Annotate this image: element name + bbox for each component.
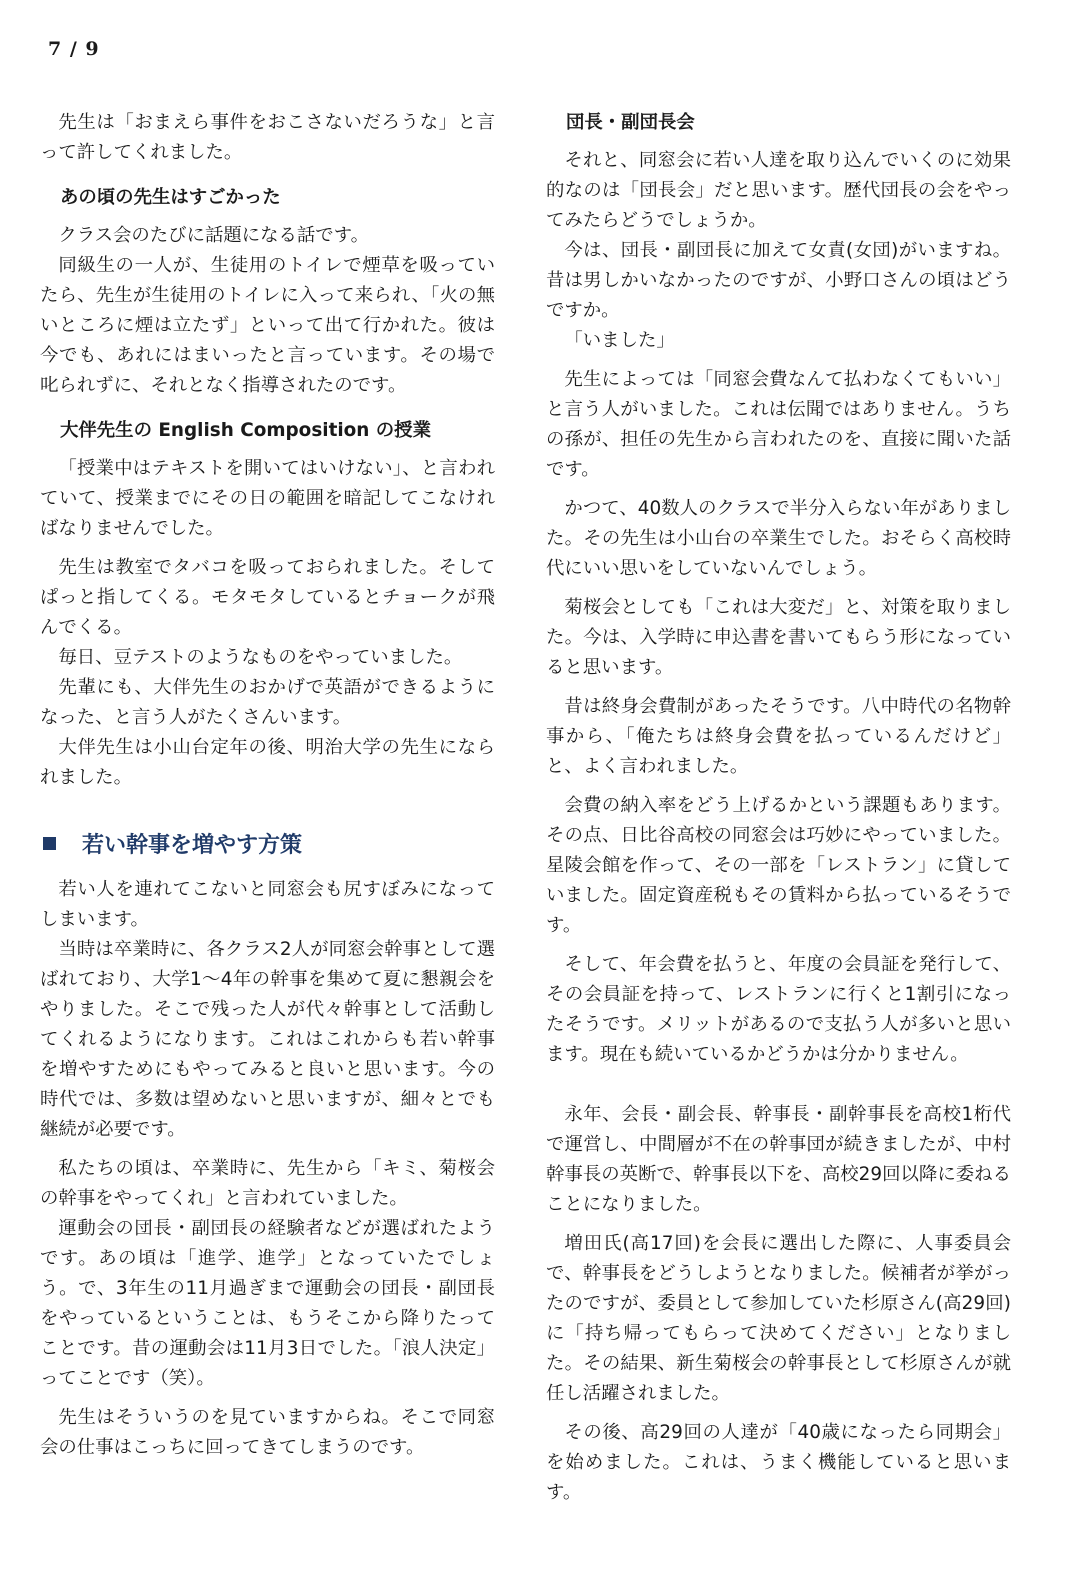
paragraph: 若い人を連れてこないと同窓会も尻すぼみになってしまいます。	[40, 879, 495, 930]
paragraph: 昔は終身会費制があったそうです。八中時代の名物幹事から、「俺たちは終身会費を払っているんだけど」と、よく言われました。	[546, 696, 1011, 777]
paragraph: 大伴先生は小山台定年の後、明治大学の先生になられました。	[40, 737, 495, 788]
paragraph: 先生によっては「同窓会費なんて払わなくてもいい」と言う人がいました。これは伝聞ではありません。うちの孫が、担任の先生から言われたのを、直接に聞いた話です。	[546, 369, 1011, 480]
paragraph: 永年、会長・副会長、幹事長・副幹事長を高校1桁代で運営し、中間層が不在の幹事団が続きましたが、中村幹事長の英断で、幹事長以下を、高校29回以降に委ねることになりました。	[546, 1104, 1011, 1215]
subheading: あの頃の先生はすごかった	[60, 187, 281, 208]
subheading: 大伴先生の English Composition の授業	[60, 420, 431, 441]
paragraph: 先生は教室でタバコを吸っておられました。そしてぱっと指してくる。モタモタしているとチョークが飛んでくる。	[40, 557, 495, 638]
paragraph: 当時は卒業時に、各クラス2人が同窓会幹事として選ばれており、大学1～4年の幹事を集めて夏に懇親会をやりました。そこで残った人が代々幹事として活動してくれるようになります。これはこれからも若い幹事を増やすためにもやってみると良いと思います。今の時代では、多数は望めないと思いますが、細々とでも継続が必要です。	[40, 939, 495, 1140]
section-heading	[40, 823, 495, 863]
paragraph: クラス会のたびに話題になる話です。	[58, 225, 370, 246]
paragraph: 菊桜会としても「これは大変だ」と、対策を取りました。今は、入学時に申込書を書いてもらう形になっていると思います。	[546, 597, 1011, 678]
paragraph: かつて、40数人のクラスで半分入らない年がありました。その先生は小山台の卒業生でした。おそらく高校時代にいい思いをしていないんでしょう。	[546, 498, 1011, 579]
paragraph: 増田氏(高17回)を会長に選出した際に、人事委員会で、幹事長をどうしようとなりました。候補者が挙がったのですが、委員として参加していた杉原さん(高29回)に「持ち帰ってもらって決めてください」となりました。その結果、新生菊桜会の幹事長として杉原さんが就任し活躍されました。	[546, 1233, 1011, 1404]
paragraph: 同級生の一人が、生徒用のトイレで煙草を吸っていたら、先生が生徒用のトイレに入って来られ、「火の無いところに煙は立たず」といって出て行かれた。彼は今でも、あれにはまいったと言っています。その場で叱られずに、それとなく指導されたのです。	[40, 255, 495, 396]
subheading: 団長・副団長会	[566, 112, 695, 133]
paragraph: その後、高29回の人達が「40歳になったら同期会」を始めました。これは、うまく機能していると思います。	[546, 1422, 1011, 1503]
square-bullet-icon	[43, 837, 56, 850]
paragraph: 私たちの頃は、卒業時に、先生から「キミ、菊桜会の幹事をやってくれ」と言われていました。	[40, 1158, 495, 1209]
left-column	[40, 108, 495, 1463]
paragraph: 毎日、豆テストのようなものをやっていました。	[58, 647, 463, 668]
paragraph: そして、年会費を払うと、年度の会員証を発行して、その会員証を持って、レストランに行くと1割引になったそうです。メリットがあるので支払う人が多いと思います。現在も続いているかどうかは分かりません。	[546, 954, 1011, 1065]
paragraph: 「いました」	[564, 330, 675, 351]
paragraph: それと、同窓会に若い人達を取り込んでいくのに効果的なのは「団長会」だと思います。歴代団長の会をやってみたらどうでしょうか。	[546, 150, 1011, 231]
paragraph: 運動会の団長・副団長の経験者などが選ばれたようです。あの頃は「進学、進学」となっていたでしょう。で、3年生の11月過ぎまで運動会の団長・副団長をやっているということは、もうそこから降りたってことです。昔の運動会は11月3日でした。「浪人決定」ってことです（笑）。	[40, 1218, 495, 1389]
paragraph: 「授業中はテキストを開いてはいけない」、と言われていて、授業までにその日の範囲を暗記してこなければなりませんでした。	[40, 458, 495, 539]
paragraph: 先輩にも、大伴先生のおかげで英語ができるようになった、と言う人がたくさんいます。	[40, 677, 495, 728]
section-title: 若い幹事を増やす方策	[82, 832, 303, 858]
paragraph: 会費の納入率をどう上げるかという課題もあります。その点、日比谷高校の同窓会は巧妙にやっていました。星陵会館を作って、その一部を「レストラン」に貸していました。固定資産税もその賃料から払っているそうです。	[546, 795, 1011, 936]
paragraph: 先生は「おまえら事件をおこさないだろうな」と言って許してくれました。	[40, 112, 495, 163]
page-number: 7 / 9	[48, 38, 100, 60]
right-column	[546, 108, 1011, 1508]
paragraph: 先生はそういうのを見ていますからね。そこで同窓会の仕事はこっちに回ってきてしまうのです。	[40, 1407, 495, 1458]
paragraph: 今は、団長・副団長に加えて女責(女団)がいますね。昔は男しかいなかったのですが、小野口さんの頃はどうですか。	[546, 240, 1011, 321]
